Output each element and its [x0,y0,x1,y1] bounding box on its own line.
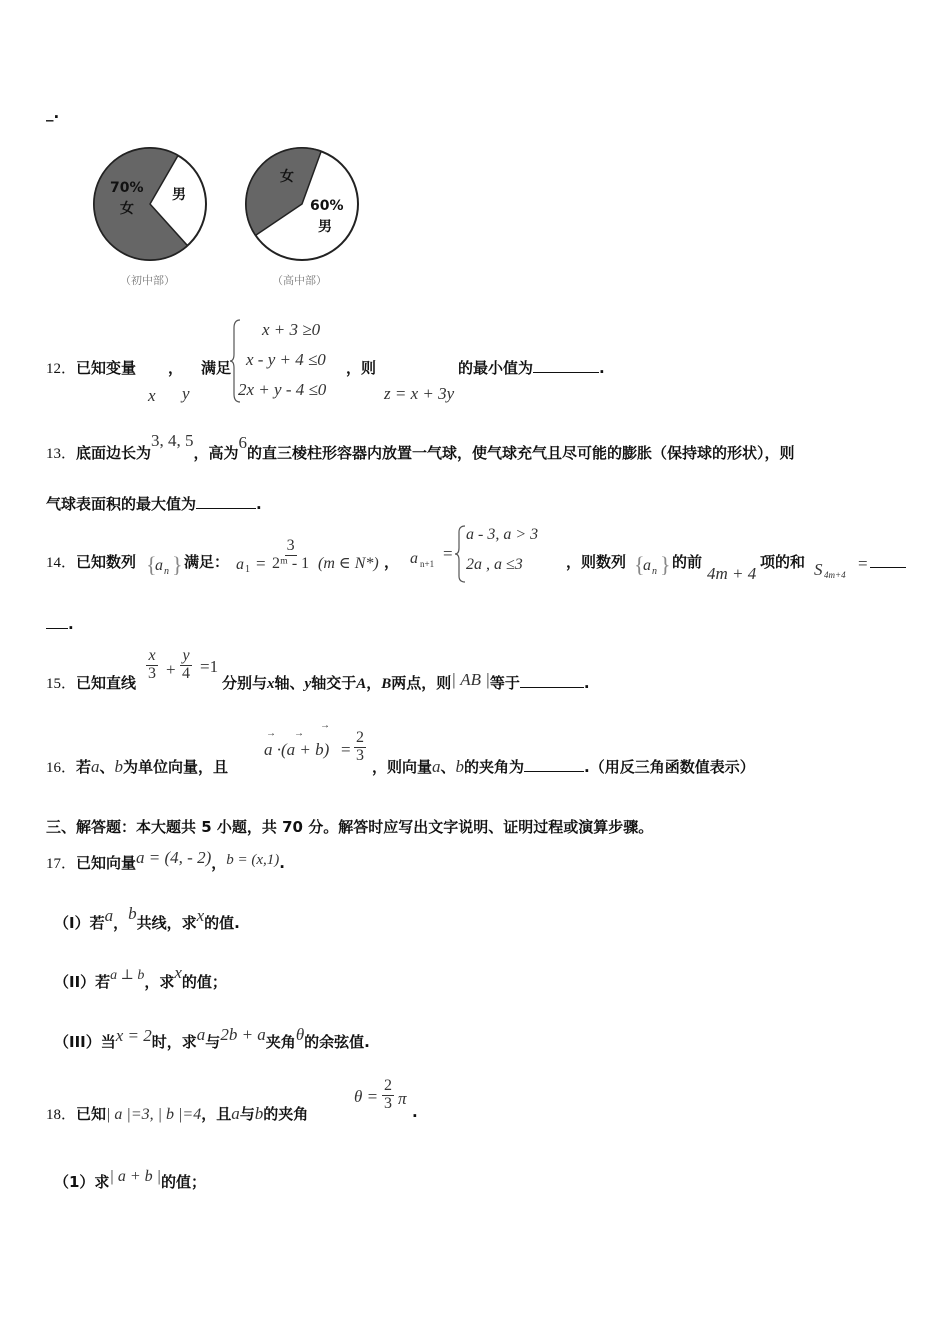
q13-line2: 气球表面积的最大值为 . [46,495,262,513]
pie-senior-dark-label: 女 [280,169,294,185]
q12-sys-row3: 2x + y - 4 ≤0 [238,380,327,399]
q14-fraction: $\frac{3}{\text{2ᵐ - 1}}$ [272,537,310,572]
pie-senior-pct: 60% [310,198,344,214]
q14-seq-brace2: { [634,552,645,577]
q14-line2: . [46,614,74,633]
top-mark: _. [46,104,60,122]
q16-arrow-1: → [266,728,276,739]
pie-junior-dark-label: 女 [120,201,134,217]
q14-S: S [814,560,823,579]
q14-p3: ， [384,553,400,571]
q16-line-start: 16．若a、b为单位向量，且 [46,757,229,776]
q14-S-sub: 4m+4 [824,570,846,580]
q13-line1: 13．底面边长为3, 4, 5，高为6的直三棱柱形容器内放置一气球，使气球充气且尽可能的膨胀（保持球的形状），则 [46,431,795,462]
q14-an1: a [410,550,418,567]
q14-seq-brace1: { [146,552,157,577]
q14-seq-brace2-close: } [660,552,671,577]
q12-sys-row2: x - y + 4 ≤0 [246,350,326,369]
q14-seq-a: a [155,557,163,574]
q16-expr: a ·(a + b) [264,740,330,759]
pie-junior [94,148,206,260]
q18-sub1: （1）求| a + b |的值； [54,1168,207,1191]
q17-sub2: （II）若a ⊥ b，求x的值； [54,963,227,991]
q14-case2: 2a , a ≤3 [466,556,523,573]
q18-line-start: 18．已知| a |=3, | b |=4，且a与b的夹角 [46,1104,309,1123]
q16-eq: = [341,740,351,759]
q14-answer-blank-1[interactable] [870,567,906,568]
q15-eq: =1 [200,657,219,676]
q16-arrow-3: → [320,720,330,731]
q14-an1-eq: = [443,544,453,563]
q14-a1-sub: 1 [245,564,250,575]
q14-terms: 4m + 4 [707,564,757,583]
q14-p2: 满足： [184,553,230,571]
q15-line-rest: 分别与x轴、y轴交于A，B两点，则| AB |等于 . [222,670,590,692]
q17-sub3: （III）当x = 2时，求a与2b + a夹角θ的余弦值. [54,1025,370,1051]
q14-p5: 的前 [672,553,703,571]
q14-answer-blank-2[interactable] [46,614,68,629]
q14-an1-sub: n+1 [420,559,435,569]
q15-frac-x: $\frac{x}{3}$ [148,647,156,682]
q12-var-x: x [148,386,156,405]
q12-line: 12．已知变量 ， 满足 [46,359,232,377]
q15-frac-y: $\frac{y}{4}$ [182,647,190,682]
q14-a1-eq: = [256,554,266,573]
q18-theta: θ = [354,1087,379,1106]
q14-seq2-a: a [643,557,651,574]
q12-var-y: y [182,384,190,403]
q14-condition: (m ∈ N*) [318,555,379,572]
q17-line: 17．已知向量a = (4, - 2)，b = (x,1). [46,848,285,872]
pie-junior-light-label: 男 [172,187,186,203]
q15-plus: + [166,660,176,679]
q13-answer-blank[interactable] [196,494,256,509]
q18-end: . [412,1103,418,1121]
q14-S-eq: = [858,554,868,573]
q14-p6: 项的和 [760,553,806,571]
q16-line-rest: ，则向量a、b的夹角为 .（用反三角函数值表示） [372,757,755,776]
q16-answer-blank[interactable] [524,757,584,772]
q14-seq-brace1-close: } [172,552,183,577]
pie-junior-pct: 70% [110,180,144,196]
q14-line1: 14．已知数列 [46,553,137,571]
q14-p4: ，则数列 [566,553,627,571]
pie-junior-caption: （初中部） [120,274,175,287]
q12-sys-row1: x + 3 ≥0 [262,320,321,339]
q18-frac: $\frac{2}{3}$ [384,1077,392,1112]
q14-seq2-a-sub: n [652,566,657,577]
q15-answer-blank[interactable] [520,673,584,688]
q15-line-start: 15．已知直线 [46,674,137,692]
q12-tail: ，则 的最小值为 . [346,359,605,377]
q12-objective: z = x + 3y [384,384,455,403]
q16-frac: $\frac{2}{3}$ [356,729,364,764]
q12-answer-blank[interactable] [533,358,599,373]
section-3-heading: 三、解答题：本大题共 5 小题，共 70 分。解答时应写出文字说明、证明过程或演算步骤。 [46,818,654,836]
q16-arrow-2: → [294,728,304,739]
q14-case1: a - 3, a > 3 [466,526,539,543]
pie-senior-light-label: 男 [318,219,332,235]
pie-senior-caption: （高中部） [272,274,327,287]
q14-seq-a-sub: n [164,566,169,577]
q17-sub1: （I）若a，b共线，求x的值. [54,904,240,932]
q14-a1: a [236,556,244,573]
q18-pi: π [398,1089,407,1108]
